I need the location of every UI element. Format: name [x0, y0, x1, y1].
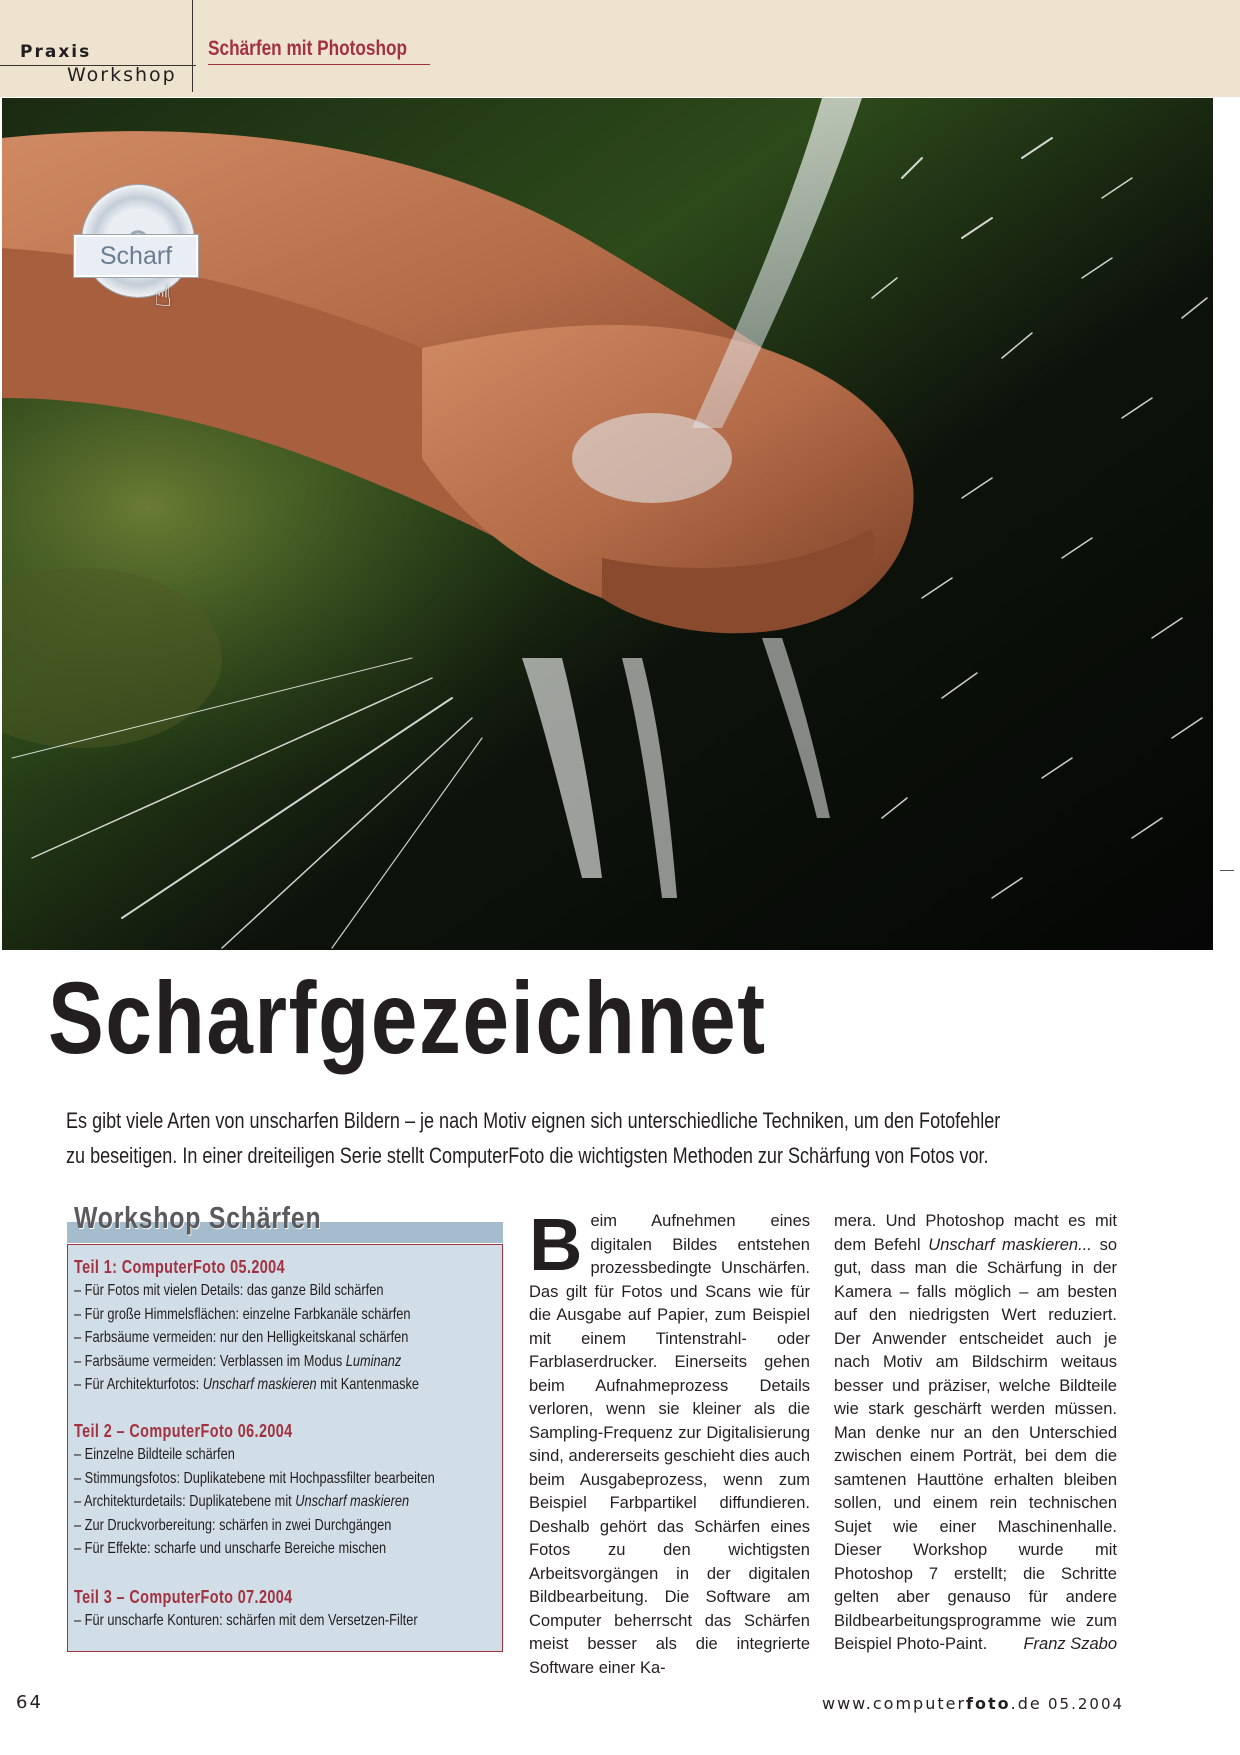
cd-badge-label: Scharf	[74, 235, 198, 277]
sidebar-box	[67, 1244, 503, 1652]
body-text: so gut, dass man die Schärfung in der Kamera – falls möglich – am besten auf den niedrigsten Wert reduziert. Der Anwender entscheidet auch je nach Motiv am Bildschirm weitaus besser und präziser, welche Bildteile wie stark geschärft werden müssen. Man denke nur an den Unterschied zwischen einem Porträt, bei dem die samtenen Hauttöne erhalten bleiben sollen, und einem rein technischen Sujet wie einer Maschinenhalle. Dieser Workshop wurde mit Photoshop 7 erstellt; die Schritte gelten aber genauso für andere Bildbearbeitungsprogramme wie zum Beispiel Photo-Paint.	[834, 1235, 1117, 1653]
body-text: mera. Und Photoshop macht es mit dem Befehl	[834, 1212, 1117, 1254]
list-item: – Für große Himmelsflächen: einzelne Farbkanäle schärfen	[74, 1305, 411, 1323]
list-item: – Für Fotos mit vielen Details: das ganze Bild schärfen	[74, 1282, 384, 1299]
footer-url[interactable]: www.computerfoto.de	[822, 1694, 1042, 1713]
pointing-hand-icon: ☝	[154, 279, 173, 314]
part-title: Teil 2 – ComputerFoto 06.2004	[74, 1421, 293, 1441]
sidebar-part-1	[74, 1255, 490, 1397]
sidebar-part-3	[74, 1585, 490, 1633]
article-intro	[66, 1103, 1083, 1173]
body-text: eim Aufnehmen eines digitalen Bildes entstehen prozessbedingte Unschärfen. Das gilt für Fotos und Scans wie für die Ausgabe auf Papier, zum Beispiel mit einem Tintenstrahl- oder Farblaserdrucker. Einerseits gehen beim Aufnahmeprozess Details verloren, wenn sie kleiner als die Sampling-Frequenz zur Digitalisierung sind, andererseits geschieht dies auch beim Ausgabeprozess, wenn zum Beispiel Farbpartikel diffundieren. Deshalb gehört das Schärfen eines Fotos zu den wichtigsten Arbeitsvorgängen in der digitalen Bildbearbeitung. Die Software am Computer beherrscht das Schärfen meist besser als die integrierte Software einer Ka-	[529, 1212, 810, 1677]
list-item: – Für unscharfe Konturen: schärfen mit dem Versetzen-Filter	[74, 1612, 418, 1629]
part-title: Teil 3 – ComputerFoto 07.2004	[74, 1587, 293, 1607]
header-band	[0, 0, 1240, 97]
cd-badge	[74, 185, 204, 315]
topic-title: Schärfen mit Photoshop	[208, 37, 408, 60]
section-subtitle: Workshop	[67, 64, 177, 86]
issue-date: 05.2004	[1048, 1695, 1125, 1713]
list-item: – Einzelne Bildteile schärfen	[74, 1446, 235, 1463]
trim-mark	[1220, 870, 1234, 871]
part-title: Teil 1: ComputerFoto 05.2004	[74, 1257, 285, 1277]
sidebar-title: Workshop Schärfen	[74, 1200, 322, 1235]
drop-cap: B	[529, 1203, 583, 1286]
topic-underline	[208, 64, 430, 65]
list-item: – Farbsäume vermeiden: nur den Helligkeitskanal schärfen	[74, 1329, 409, 1346]
intro-line-1: Es gibt viele Arten von unscharfen Bildern – je nach Motiv eignen sich unterschiedliche Techniken, um den Fotofehler	[66, 1108, 1001, 1133]
author-name: Franz Szabo	[1023, 1635, 1117, 1653]
body-column-2	[834, 1210, 1117, 1657]
page-number: 64	[16, 1692, 43, 1713]
command-name: Unscharf maskieren...	[928, 1235, 1092, 1254]
article-headline: Scharfgezeichnet	[48, 961, 767, 1075]
list-item: – Farbsäume vermeiden: Verblassen im Modus Luminanz	[74, 1352, 402, 1370]
section-divider	[192, 0, 193, 92]
list-item: – Architekturdetails: Duplikatebene mit Unscharf maskieren	[74, 1493, 410, 1510]
section-title: Praxis	[20, 42, 92, 62]
list-item: – Für Effekte: scharfe und unscharfe Bereiche mischen	[74, 1540, 387, 1557]
list-item: – Zur Druckvorbereitung: schärfen in zwei Durchgängen	[74, 1516, 392, 1534]
list-item: – Für Architekturfotos: Unscharf maskieren mit Kantenmaske	[74, 1376, 420, 1393]
intro-line-2: zu beseitigen. In einer dreiteiligen Serie stellt ComputerFoto die wichtigsten Methoden zur Schärfung von Fotos vor.	[66, 1143, 989, 1168]
sidebar-part-2	[74, 1419, 490, 1561]
body-column-1	[529, 1203, 810, 1680]
list-item: – Stimmungsfotos: Duplikatebene mit Hochpassfilter bearbeiten	[74, 1469, 435, 1487]
